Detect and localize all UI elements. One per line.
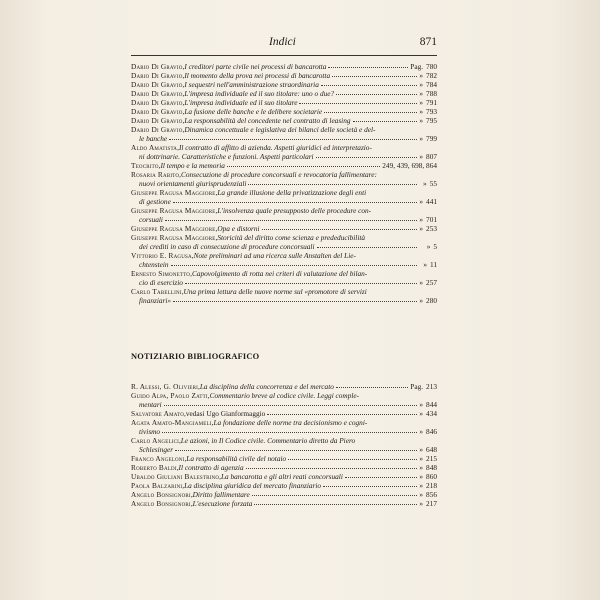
dot-leader <box>171 265 417 266</box>
index-entry: Angelo Bonsignori , Diritto fallimentare » 856 <box>131 490 437 499</box>
index-entry: Dario Di Gravio , L'impresa individuale ed il suo titolare: uno o due? » 788 <box>131 89 437 98</box>
entry-page-number: 807 <box>426 152 437 161</box>
entry-title: Consecuzione di procedure concorsuali e revocatoria fallimentare: <box>181 170 377 179</box>
entry-title: ni dottrinarie. Caratteristiche e funzioni. Aspetti particolari <box>139 152 314 161</box>
entry-author: Dario Di Gravio <box>131 107 183 116</box>
dot-leader <box>165 220 417 221</box>
entry-page-ref <box>410 62 437 71</box>
entry-page-ref <box>419 107 437 116</box>
entry-title: L'esecuzione forzata <box>192 499 253 508</box>
entry-author: Giuseppe Ragusa Maggiore <box>131 188 216 197</box>
entry-page-ref <box>419 400 437 409</box>
index-entry: R. Alessi, G. Olivieri , La disciplina della concorrenza e del mercato Pag. 213 <box>131 382 437 391</box>
dot-leader <box>175 450 417 451</box>
page-prefix: Pag. <box>410 382 424 391</box>
entry-author: Roberto Baldi <box>131 463 177 472</box>
page-prefix: » <box>419 134 424 143</box>
index-entry: Roberto Baldi , Il contratto di agenzia » 848 <box>131 463 437 472</box>
entry-page-number: 795 <box>426 116 437 125</box>
entry-author: Dario Di Gravio <box>131 89 183 98</box>
entry-page-number: 648 <box>426 445 437 454</box>
page-prefix: » <box>419 80 424 89</box>
entry-title: Opa e distorni <box>217 224 260 233</box>
dot-leader <box>162 432 417 433</box>
entry-page-number: 215 <box>426 454 437 463</box>
entry-author: Carlo Tabellini <box>131 287 182 296</box>
entry-author: Rosaria Rabito <box>131 170 180 179</box>
dot-leader <box>324 112 417 113</box>
dot-leader <box>317 247 418 248</box>
index-entry: Ernesto Simonetto , Capovolgimento di rotta nei criteri di valutazione del bilan- cio di esercizio » 257 <box>131 269 437 287</box>
entry-author: Dario Di Gravio <box>131 116 183 125</box>
index-entry: Dario Di Gravio , Il momento della prova nei processi di bancarotta » 782 <box>131 71 437 80</box>
entry-page-ref <box>419 197 437 206</box>
entry-page-number: 784 <box>426 80 437 89</box>
index-section-bibliography <box>131 382 437 508</box>
entry-title: Il momento della prova nei processi di bancarotta <box>184 71 331 80</box>
index-section-articles <box>131 62 437 305</box>
index-entry: Teocrito , Il tempo e la memoria 249, 439, 698, 864 <box>131 161 437 170</box>
entry-title: La fusione delle banche e le delibere societarie <box>184 107 323 116</box>
page-prefix: » <box>423 179 427 188</box>
entry-page-number: 782 <box>426 71 437 80</box>
entry-title: di gestione <box>139 197 171 206</box>
entry-page-number: 793 <box>426 107 437 116</box>
entry-author: Giuseppe Ragusa Maggiore <box>131 224 216 233</box>
entry-page-number: 701 <box>426 215 437 224</box>
dot-leader <box>267 414 417 415</box>
entry-title: La bancarotta e gli altri reati concorsuali <box>220 472 343 481</box>
entry-title: La grande illusione della privatizzazione degli enti <box>217 188 367 197</box>
dot-leader <box>288 459 417 460</box>
entry-page-number: 791 <box>426 98 437 107</box>
entry-page-number: 860 <box>426 472 437 481</box>
page-prefix: » <box>419 116 424 125</box>
entry-page-number: 11 <box>429 260 437 269</box>
entry-page-number: 280 <box>426 296 437 305</box>
entry-page-ref <box>419 215 437 224</box>
entry-title: Note preliminari ad una ricerca sulle Anstalten del Lie- <box>193 251 356 260</box>
entry-author: Dario Di Gravio <box>131 62 183 71</box>
entry-title: Capovolgimento di rotta nei criteri di valutazione del bilan- <box>191 269 368 278</box>
dot-leader <box>336 387 408 388</box>
dot-leader <box>323 486 417 487</box>
index-entry: Giuseppe Ragusa Maggiore , L'insolvenza quale presupposto delle procedure con- corsuali » 701 <box>131 206 437 224</box>
dot-leader <box>164 405 417 406</box>
entry-page-number: 218 <box>426 481 437 490</box>
entry-title: La disciplina giuridica del mercato finanziario <box>184 481 322 490</box>
index-entry: Franco Angeloni , La responsabilità civile del notaio » 215 <box>131 454 437 463</box>
entry-page-ref <box>419 296 437 305</box>
index-entry: Giuseppe Ragusa Maggiore , La grande illusione della privatizzazione degli enti di gestione » 441 <box>131 188 437 206</box>
dot-leader <box>248 184 417 185</box>
entry-author: Angelo Bonsignori <box>131 499 191 508</box>
entry-page-number: 780 <box>426 62 437 71</box>
entry-page-ref <box>419 116 437 125</box>
entry-author: Carlo Angelici <box>131 436 179 445</box>
entry-author: Ernesto Simonetto <box>131 269 191 278</box>
index-entry: Ubaldo Giuliani Balestrino , La bancarotta e gli altri reati concorsuali » 860 <box>131 472 437 481</box>
entry-author: Ubaldo Giuliani Balestrino <box>131 472 220 481</box>
dot-leader <box>328 67 408 68</box>
index-entry: Dario Di Gravio , La responsabilità del concedente nel contratto di leasing » 795 <box>131 116 437 125</box>
entry-page-ref <box>419 427 437 436</box>
running-header <box>131 34 437 52</box>
entry-title: L'insolvenza quale presupposto delle procedure con- <box>217 206 372 215</box>
index-entry: Rosaria Rabito , Consecuzione di procedure concorsuali e revocatoria fallimentare: nuovi orientamenti giurisprudenziali » 55 <box>131 170 437 188</box>
entry-page-number: 788 <box>426 89 437 98</box>
entry-page-number: 844 <box>426 400 437 409</box>
entry-title: Il contratto di agenzia <box>178 463 244 472</box>
entry-author: Angelo Bonsignori <box>131 490 191 499</box>
section-title: NOTIZIARIO BIBLIOGRAFICO <box>131 352 260 361</box>
page-prefix: » <box>426 242 431 251</box>
entry-page-ref <box>419 409 437 418</box>
entry-page-number: 5 <box>433 242 437 251</box>
entry-page-ref <box>419 71 437 80</box>
dot-leader <box>299 103 417 104</box>
entry-author: Giuseppe Ragusa Maggiore <box>131 206 216 215</box>
entry-page-number: 253 <box>426 224 437 233</box>
entry-page-ref <box>419 278 437 287</box>
page-prefix: » <box>419 224 424 233</box>
page-prefix: » <box>419 152 424 161</box>
index-entry: Agata Amato-Mangiameli , La fondazione delle norme tra decisionismo e cogni- tivismo » 846 <box>131 418 437 436</box>
entry-author: Giuseppe Ragusa Maggiore <box>131 233 216 242</box>
page-prefix: » <box>419 454 424 463</box>
page-prefix: » <box>419 278 424 287</box>
index-entry: Paola Balzarini , La disciplina giuridica del mercato finanziario » 218 <box>131 481 437 490</box>
dot-leader <box>254 504 417 505</box>
entry-page-ref <box>419 179 437 188</box>
page-prefix: » <box>419 215 424 224</box>
entry-page-ref <box>419 152 437 161</box>
entry-title: L'impresa individuale ed il suo titolare: uno o due? <box>184 89 335 98</box>
index-entry: Dario Di Gravio , La fusione delle banche e le delibere societarie » 793 <box>131 107 437 116</box>
dot-leader <box>345 477 417 478</box>
entry-author: Dario Di Gravio <box>131 125 183 134</box>
page-prefix: » <box>419 107 424 116</box>
entry-title: tivismo <box>139 427 161 436</box>
dot-leader <box>336 94 417 95</box>
entry-title: Il contratto di affitto di azienda. Aspetti giuridici ed interpretazio- <box>178 143 372 152</box>
entry-page-ref <box>419 463 437 472</box>
entry-title: Dinamica concettuale e legislativa dei bilanci delle società e del- <box>184 125 376 134</box>
index-entry: Dario Di Gravio , L'impresa individuale ed il suo titolare » 791 <box>131 98 437 107</box>
entry-title: Il tempo e la memoria <box>160 161 225 170</box>
page-prefix: » <box>419 463 424 472</box>
entry-title: I sequestri nell'amministrazione straordinaria <box>184 80 319 89</box>
page-number: 871 <box>419 36 437 48</box>
dot-leader <box>332 76 417 77</box>
entry-page-ref <box>419 134 437 143</box>
entry-page-number: 856 <box>426 490 437 499</box>
page-prefix: » <box>419 197 424 206</box>
entry-title: Storicità del diritto come scienza e prededucibilità <box>217 233 366 242</box>
index-entry: Carlo Angelici , Le azioni, in Il Codice civile. Commentario diretto da Piero Schlesinger » 648 <box>131 436 437 454</box>
entry-author: Dario Di Gravio <box>131 71 183 80</box>
entry-author: Teocrito <box>131 161 159 170</box>
entry-page-ref <box>419 454 437 463</box>
index-entry: Salvatore Amato , vedasi Ugo Gianformaggio » 434 <box>131 409 437 418</box>
page-prefix: » <box>419 472 424 481</box>
page-prefix: Pag. <box>410 62 424 71</box>
entry-title: Una prima lettura delle nuove norme sul «promotore di servizi <box>183 287 367 296</box>
entry-page-ref <box>419 242 437 251</box>
entry-author: Franco Angeloni <box>131 454 185 463</box>
dot-leader <box>316 157 417 158</box>
entry-page-ref <box>419 481 437 490</box>
entry-page-ref <box>419 224 437 233</box>
index-entry: Dario Di Gravio , Dinamica concettuale e legislativa dei bilanci delle società e del- le banche » 799 <box>131 125 437 143</box>
entry-page-number: 213 <box>426 382 437 391</box>
dot-leader <box>173 301 417 302</box>
entry-page-number: 249, 439, 698, 864 <box>382 161 437 170</box>
entry-page-ref <box>419 490 437 499</box>
entry-page-ref <box>419 445 437 454</box>
entry-author: Agata Amato-Mangiameli <box>131 418 212 427</box>
entry-title: I creditori parte civile nei processi di bancarotta <box>184 62 327 71</box>
entry-page-ref <box>410 382 437 391</box>
index-entry: Guido Alpa, Paolo Zatti , Commentario breve al codice civile. Leggi comple- mentari » 844 <box>131 391 437 409</box>
dot-leader <box>185 283 417 284</box>
entry-title: La responsabilità del concedente nel contratto di leasing <box>184 116 351 125</box>
dot-leader <box>262 229 417 230</box>
entry-page-number: 848 <box>426 463 437 472</box>
entry-page-ref <box>419 98 437 107</box>
entry-title: cio di esercizio <box>139 278 183 287</box>
page-prefix: » <box>419 89 424 98</box>
dot-leader <box>169 139 417 140</box>
entry-title: L'impresa individuale ed il suo titolare <box>184 98 298 107</box>
page-prefix: » <box>419 499 424 508</box>
entry-title: nuovi orientamenti giurisprudenziali <box>139 179 247 188</box>
entry-title: chtenstein <box>139 260 169 269</box>
entry-author: Dario Di Gravio <box>131 80 183 89</box>
entry-title: Schlesinger <box>139 445 174 454</box>
page-prefix: » <box>419 296 424 305</box>
entry-title: La disciplina della concorrenza e del mercato <box>199 382 334 391</box>
entry-author: Dario Di Gravio <box>131 98 183 107</box>
index-entry: Angelo Bonsignori , L'esecuzione forzata » 217 <box>131 499 437 508</box>
index-entry: Carlo Tabellini , Una prima lettura delle nuove norme sul «promotore di servizi finanziari» » 280 <box>131 287 437 305</box>
entry-page-number: 257 <box>426 278 437 287</box>
entry-title: corsuali <box>139 215 163 224</box>
page-prefix: » <box>419 481 424 490</box>
entry-title: Commentario breve al codice civile. Leggi comple- <box>209 391 360 400</box>
index-entry: Aldo Amatista , Il contratto di affitto di azienda. Aspetti giuridici ed interpretazio- ni dottrinarie. Caratteristiche e funzioni. Aspetti particolari » 807 <box>131 143 437 161</box>
entry-title: vedasi Ugo Gianformaggio <box>185 409 266 418</box>
entry-title: Le azioni, in Il Codice civile. Commentario diretto da Piero <box>180 436 356 445</box>
dot-leader <box>227 166 380 167</box>
entry-author: Paola Balzarini <box>131 481 183 490</box>
entry-page-ref <box>419 89 437 98</box>
header-title: Indici <box>269 36 296 48</box>
entry-title: dei crediti in caso di consecuzione di procedure concorsuali <box>139 242 315 251</box>
entry-author: Aldo Amatista <box>131 143 178 152</box>
entry-author: Salvatore Amato <box>131 409 185 418</box>
entry-page-ref <box>419 80 437 89</box>
entry-page-ref <box>419 472 437 481</box>
index-entry: Vittorio E. Ragusa , Note preliminari ad una ricerca sulle Anstalten del Lie- chtenstein » 11 <box>131 251 437 269</box>
page-prefix: » <box>419 71 424 80</box>
index-entry: Giuseppe Ragusa Maggiore , Storicità del diritto come scienza e prededucibilità dei crediti in caso di consecuzione di procedure concorsuali » 5 <box>131 233 437 251</box>
page-prefix: » <box>419 409 424 418</box>
page-prefix: » <box>419 400 424 409</box>
entry-page-number: 441 <box>426 197 437 206</box>
entry-title: finanziari» <box>139 296 172 305</box>
index-entry: Giuseppe Ragusa Maggiore , Opa e distorni » 253 <box>131 224 437 233</box>
entry-page-number: 434 <box>426 409 437 418</box>
dot-leader <box>173 202 417 203</box>
entry-page-ref <box>419 260 437 269</box>
header-rule <box>131 55 437 56</box>
page-prefix: » <box>419 427 424 436</box>
entry-title: Diritto fallimentare <box>192 490 250 499</box>
entry-page-number: 799 <box>426 134 437 143</box>
entry-page-number: 846 <box>426 427 437 436</box>
entry-page-number: 217 <box>426 499 437 508</box>
page-prefix: » <box>419 98 424 107</box>
dot-leader <box>353 121 418 122</box>
entry-page-ref <box>382 161 437 170</box>
entry-title: le banche <box>139 134 168 143</box>
dot-leader <box>252 495 417 496</box>
entry-title: La responsabilità civile del notaio <box>186 454 287 463</box>
entry-title: mentari <box>139 400 162 409</box>
entry-title: La fondazione delle norme tra decisionismo e cogni- <box>213 418 368 427</box>
page-prefix: » <box>419 445 424 454</box>
entry-page-ref <box>419 499 437 508</box>
dot-leader <box>321 85 417 86</box>
dot-leader <box>246 468 417 469</box>
index-entry: Dario Di Gravio , I sequestri nell'amministrazione straordinaria » 784 <box>131 80 437 89</box>
entry-page-number: 55 <box>429 179 437 188</box>
entry-author: R. Alessi, G. Olivieri <box>131 382 199 391</box>
index-entry: Dario Di Gravio , I creditori parte civile nei processi di bancarotta Pag. 780 <box>131 62 437 71</box>
page-prefix: » <box>419 490 424 499</box>
entry-author: Guido Alpa, Paolo Zatti <box>131 391 208 400</box>
page-prefix: » <box>423 260 427 269</box>
entry-author: Vittorio E. Ragusa <box>131 251 192 260</box>
